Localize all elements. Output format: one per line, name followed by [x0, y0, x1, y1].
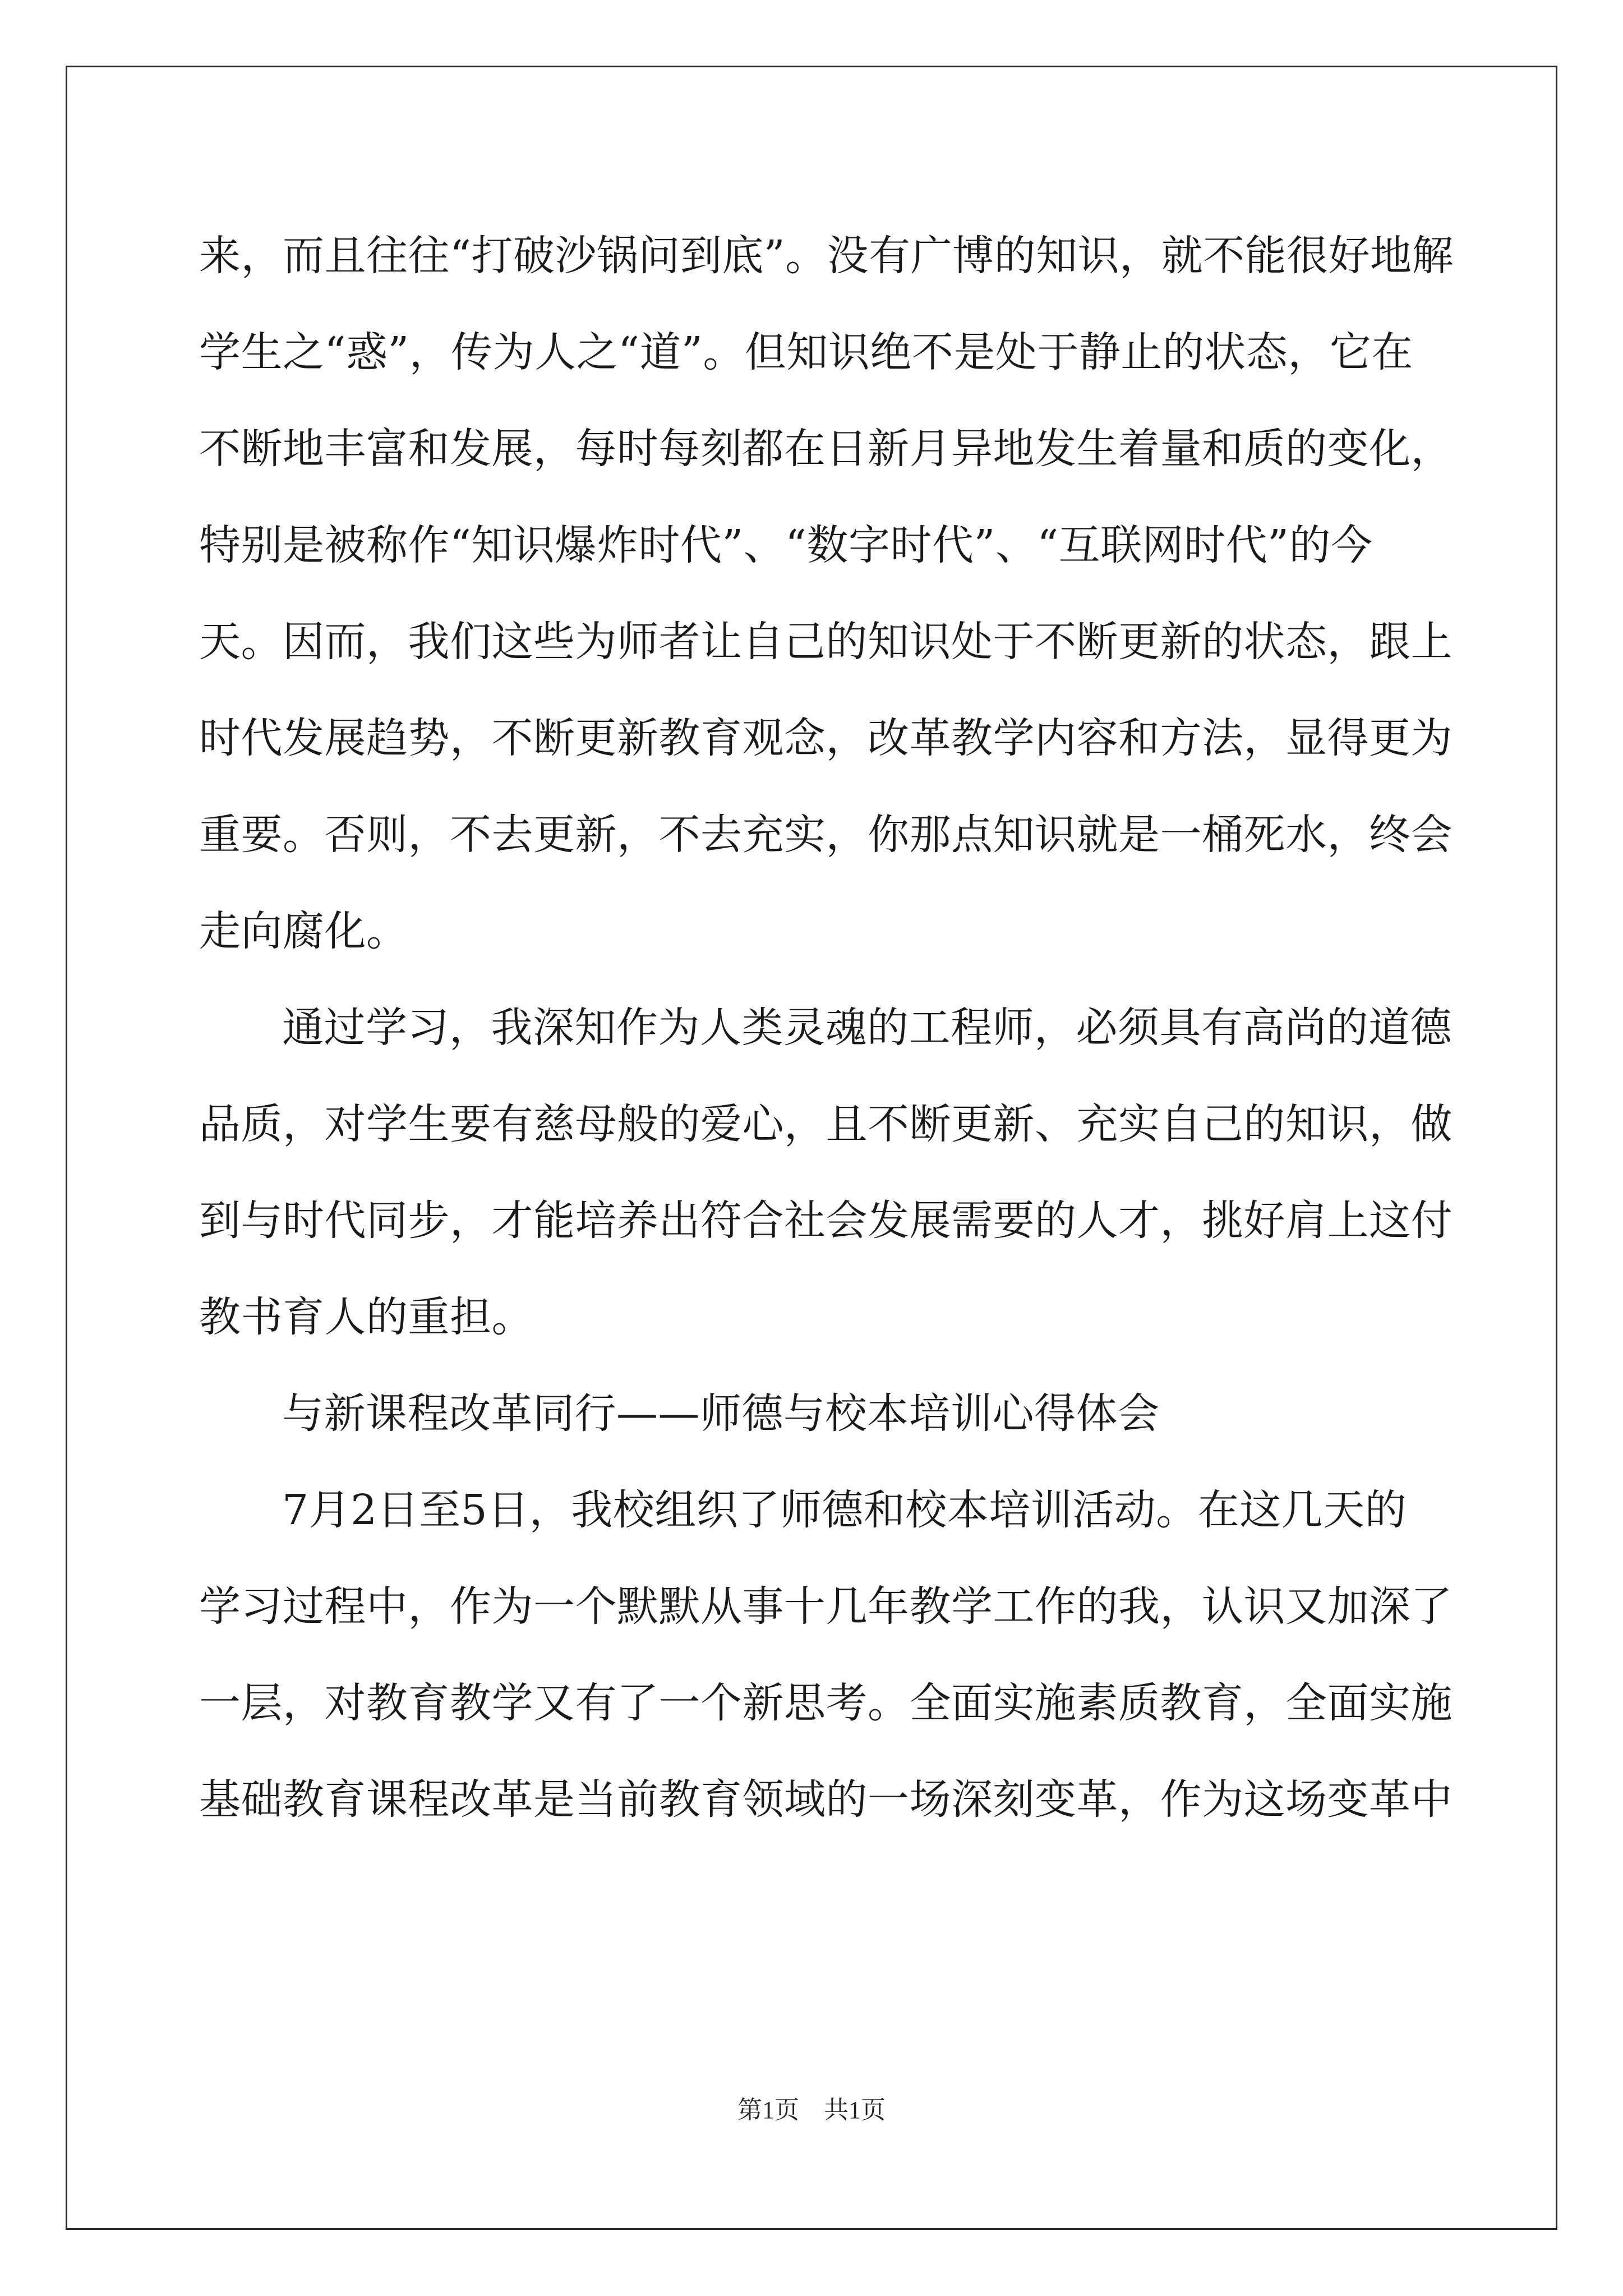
paragraph-first-line: 通过学习，我深知作为人类灵魂的工程师，必须具有高尚的道德 — [282, 1004, 1452, 1052]
text-line: 到与时代同步，才能培养出符合社会发展需要的人才，挑好肩上这付 — [199, 1197, 1453, 1245]
text-line: 走向腐化。 — [199, 907, 408, 955]
text-line: 天。因而，我们这些为师者让自己的知识处于不断更新的状态，跟上 — [199, 618, 1453, 666]
section-heading: 与新课程改革同行——师德与校本培训心得体会 — [282, 1389, 1160, 1438]
text-line: 教书育人的重担。 — [199, 1293, 533, 1341]
text-line: 学习过程中，作为一个默默从事十几年教学工作的我，认识又加深了 — [199, 1582, 1453, 1631]
document-body — [199, 208, 1454, 1848]
text-line: 学生之“惑”，传为人之“道”。但知识绝不是处于静止的状态，它在 — [199, 328, 1413, 376]
text-line: 品质，对学生要有慈母般的爱心，且不断更新、充实自己的知识，做 — [199, 1100, 1453, 1148]
page-footer: 第1页 共1页 — [737, 2096, 886, 2124]
text-line: 特别是被称作“知识爆炸时代”、“数字时代”、“互联网时代”的今 — [199, 521, 1373, 569]
text-line: 基础教育课程改革是当前教育领域的一场深刻变革，作为这场变革中 — [199, 1775, 1453, 1824]
text-line: 重要。否则，不去更新，不去充实，你那点知识就是一桶死水，终会 — [199, 811, 1453, 859]
text-line: 时代发展趋势，不断更新教育观念，改革教学内容和方法，显得更为 — [199, 714, 1453, 762]
text-line: 来，而且往往“打破沙锅问到底”。没有广博的知识，就不能很好地解 — [199, 232, 1454, 280]
text-line: 不断地丰富和发展，每时每刻都在日新月异地发生着量和质的变化， — [199, 425, 1453, 473]
text-line: 一层，对教育教学又有了一个新思考。全面实施素质教育，全面实施 — [199, 1679, 1453, 1727]
paragraph-first-line: 7月2日至5日，我校组织了师德和校本培训活动。在这几天的 — [282, 1486, 1407, 1534]
